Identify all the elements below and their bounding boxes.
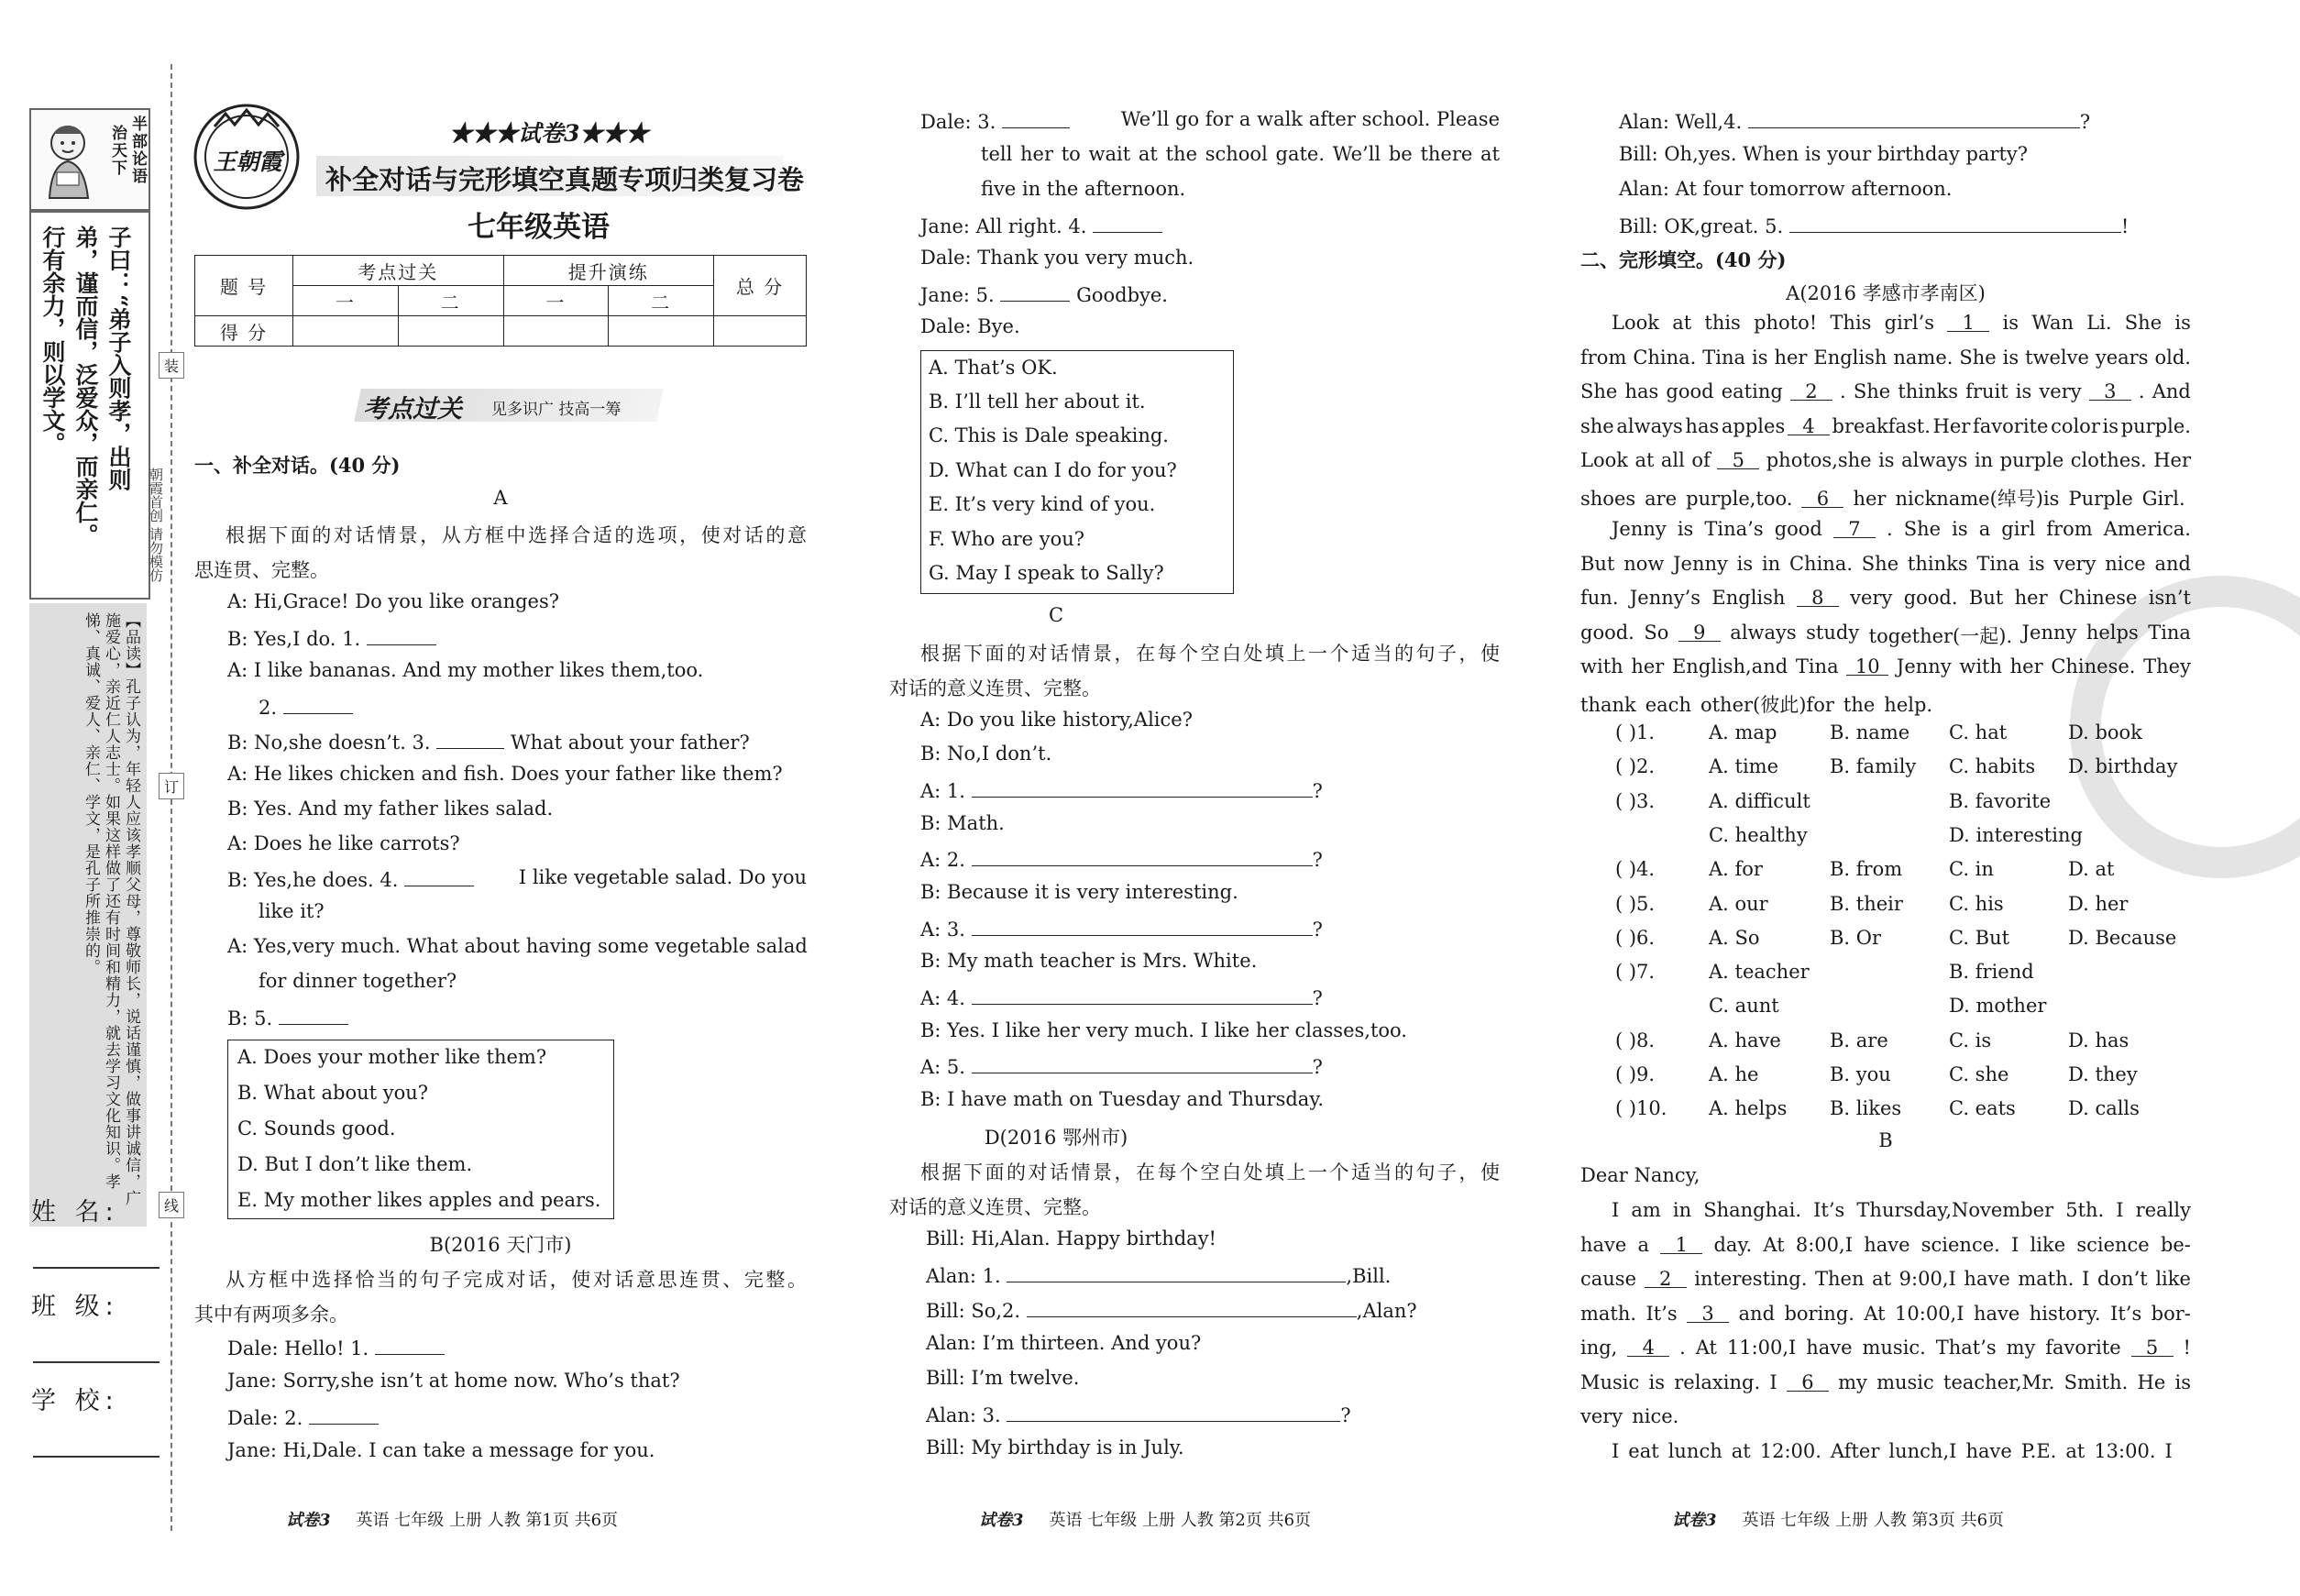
passage-line: good. So 9 always study together(一起). Jenny helps Tina [1580,621,2191,647]
score-cell[interactable] [503,316,609,347]
cloze-blank[interactable]: 10 [1846,655,1888,676]
dialogue-line: Bill: My birthday is in July. [926,1436,1184,1458]
passage-line: very nice. [1580,1405,1679,1427]
confucius-cartoon-icon [37,117,103,202]
dialogue-line: A: 1. ? [920,777,1323,802]
passage-line: shoes are purple,too. 6 her nickname(绰号)is Purple Girl. [1580,487,2185,510]
dialogue-line: B: Yes,I do. 1. [227,625,436,650]
cloze-blank[interactable]: 7 [1833,518,1876,538]
answer-blank[interactable] [309,1404,379,1425]
dialogue-line: A: Yes,very much. What about having some vegetable salad [227,935,808,957]
choice-option: D. her [2068,892,2129,915]
class-line[interactable] [33,1361,160,1363]
dialogue-line: B: Yes. I like her very much. I like her classes,too. [920,1019,1407,1041]
cloze-blank[interactable]: 2 [1790,380,1832,401]
answer-blank[interactable] [375,1335,445,1355]
answer-blank[interactable] [972,985,1313,1005]
part-b-instruction-1: 从方框中选择恰当的句子完成对话，使对话意思连贯、完整。 [226,1269,807,1291]
choice-option: B. are [1830,1029,1888,1051]
dialogue-line: Dale: 3. We’ll go for a walk after school. Please [920,108,1500,133]
passage-line: Look at all of 5 photos,she is always in purple clothes. Her [1580,449,2191,471]
choice-option: A. have [1709,1029,1781,1051]
choice-option: D. Because [2068,926,2177,949]
dialogue-line: Jane: Sorry,she isn’t at home now. Who’s that? [227,1370,680,1392]
choice-option: D. at [2068,858,2115,881]
motto-header [29,108,150,211]
page-3-footer: 试卷3 英语 七年级 上册 人教 第3页 共6页 [1672,1511,2005,1530]
dialogue-line: B: No,I don’t. [920,743,1052,765]
dialogue-line: A: 4. ? [920,985,1323,1009]
options-box-b [920,350,1234,594]
answer-blank[interactable] [1748,108,2080,128]
paper-title: 补全对话与完形填空真题专项归类复习卷 [325,164,805,195]
answer-blank[interactable] [1007,1402,1340,1422]
dialogue-line: Alan: 3. ? [926,1402,1351,1426]
part-a-instruction-1: 根据下面的对话情景，从方框中选择合适的选项，使对话的意 [226,524,807,546]
dialogue-line: A: Hi,Grace! Do you like oranges? [227,590,560,612]
passage-line: fun. Jenny’s English 8 very good. But her Chinese isn’t [1580,587,2191,609]
choice-option: B. favorite [1949,789,2052,812]
dialogue-line: B: Because it is very interesting. [920,881,1238,903]
dialogue-line: Bill: So,2. ,Alan? [926,1297,1417,1322]
motto-title-a: 半部论语 [128,116,147,185]
letter-salutation: Dear Nancy, [1580,1164,1700,1186]
publisher-logo-text: 王朝霞 [213,149,282,175]
choice-option: C. she [1949,1063,2009,1085]
choice-option: B. likes [1830,1097,1902,1120]
answer-blank[interactable] [972,916,1313,936]
passage-line: math. It’s 3 and boring. At 10:00,I have history. It’s bor- [1580,1302,2191,1325]
passage-line: I am in Shanghai. It’s Thursday,November 5th. I really [1612,1199,2191,1221]
paper-subtitle: 七年级英语 [468,211,610,244]
choice-option: C. habits [1949,755,2036,778]
option-item: F. Who are you? [929,528,1085,550]
score-group-1: 考点过关 [293,256,504,286]
choice-option: C. is [1949,1029,1992,1051]
score-sub-2: 二 [398,286,503,316]
dialogue-line: Jane: 5. Goodbye. [920,281,1168,306]
part-c-heading: C [1048,604,1064,626]
dialogue-line: Alan: Well,4. ? [1619,108,2090,133]
answer-blank[interactable] [972,777,1313,798]
choice-option: A. So [1709,926,1760,949]
dialogue-line: A: I like bananas. And my mother likes them,too. [227,659,704,681]
part-a-heading: A [493,487,508,509]
reading-note-text: 【品读】孔子认为，年轻人应该孝顺父母，尊敬师长，说话谨慎，做事讲诚信，广施爱心，亲近仁人志士。如果这样做了还有时间和精力，就去学习文化知识。孝悌、真诚、爱人、亲仁、学文，是孔子所推崇的。 [82,612,140,1206]
part-b-heading: B(2016 天门市) [429,1234,572,1256]
dialogue-line: Alan: 1. ,Bill. [926,1262,1391,1287]
part-c-instruction-2: 对话的意义连贯、完整。 [889,677,1101,699]
dialogue-line: B: I have math on Tuesday and Thursday. [920,1088,1325,1110]
option-item: B. What about you? [237,1082,429,1104]
page-1-footer: 试卷3 英语 七年级 上册 人教 第1页 共6页 [286,1511,619,1530]
answer-blank[interactable] [436,729,504,749]
cloze-blank[interactable]: 5 [1717,449,1759,469]
side-note: 朝霞首创 请勿模仿 [148,468,164,582]
choice-option: A. helps [1709,1097,1788,1120]
answer-blank[interactable] [1002,108,1070,128]
option-item: G. May I speak to Sally? [929,562,1164,584]
choice-option: B. friend [1949,961,2034,984]
name-line[interactable] [33,1267,160,1269]
score-total: 总 分 [714,256,807,316]
dialogue-line: A: 3. ? [920,916,1323,941]
question-number[interactable]: ( )3. [1615,789,1656,812]
passage-line: ing, 4 . At 11:00,I have music. That’s my favorite 5 ! [1580,1337,2191,1359]
passage-line: with her English,and Tina 10 Jenny with her Chinese. They [1580,655,2191,677]
choice-option: D. mother [1949,995,2047,1018]
dialogue-line: A: Do you like history,Alice? [920,709,1193,731]
choice-option: D. calls [2068,1097,2140,1120]
binding-mark-1: 装 [159,352,184,379]
cloze-blank[interactable]: 3 [2089,380,2131,401]
choice-option: A. difficult [1709,789,1810,812]
choice-option: A. teacher [1709,961,1810,984]
cloze-blank[interactable]: 3 [1687,1303,1729,1323]
dialogue-line: Dale: 2. [227,1404,379,1429]
part-d-instruction-1: 根据下面的对话情景，在每个空白处填上一个适当的句子，使 [920,1161,1500,1183]
choice-option: D. birthday [2068,755,2178,778]
choice-option: A. for [1709,858,1763,881]
choice-option: B. from [1830,858,1903,881]
dialogue-line: Bill: OK,great. 5. ! [1619,213,2129,237]
passage-line: from China. Tina is her English name. She is twelve years old. [1580,346,2191,369]
choice-option: D. has [2068,1029,2129,1051]
score-cell[interactable] [609,316,714,347]
question-number[interactable]: ( )5. [1615,892,1656,915]
dialogue-line: tell her to wait at the school gate. We’ll be there at [981,143,1500,165]
binding-mark-2: 订 [159,773,184,799]
question-number[interactable]: ( )7. [1615,961,1656,984]
answer-blank[interactable] [283,694,353,714]
cloze-blank[interactable]: 9 [1678,622,1721,642]
answer-blank[interactable] [367,625,436,645]
dialogue-line: B: 5. [227,1005,348,1029]
question-number[interactable]: ( )4. [1615,858,1656,881]
score-cell[interactable] [714,316,807,347]
choice-option: B. you [1830,1063,1891,1085]
dialogue-line: Bill: I’m twelve. [926,1367,1080,1389]
answer-blank[interactable] [1007,1262,1346,1282]
passage-line: thank each other(彼此)for the help. [1580,693,1933,716]
choice-option: B. family [1830,755,1917,778]
cloze-blank[interactable]: 6 [1787,1371,1829,1392]
choice-option: C. his [1949,892,2004,915]
passage-line: cause 2 interesting. Then at 9:00,I have math. I don’t like [1580,1268,2191,1290]
option-item: A. That’s OK. [929,357,1058,379]
choice-option: C. in [1949,858,1994,881]
score-row-label: 得 分 [195,316,293,347]
cloze-b-heading: B [1878,1129,1893,1151]
answer-blank[interactable] [1093,213,1162,233]
option-item: E. My mother likes apples and pears. [237,1189,601,1211]
answer-blank[interactable] [404,866,474,886]
kaodian-slogan: 见多识广 技高一筹 [491,401,622,419]
option-item: C. Sounds good. [237,1117,396,1139]
choice-option: C. eats [1949,1097,2016,1120]
dialogue-line: A: 5. ? [920,1053,1323,1078]
dialogue-line: 2. [259,694,353,719]
dialogue-line: B: My math teacher is Mrs. White. [920,950,1258,972]
class-field[interactable] [31,1286,160,1381]
answer-blank[interactable] [1027,1297,1357,1317]
answer-blank[interactable] [972,1053,1313,1073]
school-label: 学 校: [31,1387,119,1415]
score-group-2: 提升演练 [503,256,714,286]
passage-line: She has good eating 2 . She thinks fruit is very 3 . And [1580,380,2191,402]
choice-option: A. map [1709,721,1777,743]
choice-option: B. their [1830,892,1903,915]
cloze-blank[interactable]: 8 [1797,587,1839,607]
option-item: C. This is Dale speaking. [929,424,1169,446]
name-field[interactable] [31,1192,160,1286]
part-b-instruction-2: 其中有两项多余。 [194,1304,348,1326]
dialogue-line: Bill: Hi,Alan. Happy birthday! [926,1227,1216,1249]
dialogue-line: B: Math. [920,812,1005,834]
option-item: D. What can I do for you? [929,459,1177,481]
answer-blank[interactable] [1000,281,1070,302]
question-number[interactable]: ( )10. [1615,1097,1667,1120]
question-number[interactable]: ( )2. [1615,755,1656,778]
cloze-blank[interactable]: 2 [1645,1268,1687,1288]
score-sub-1: 一 [293,286,399,316]
reading-note [29,603,147,1227]
dialogue-line: B: No,she doesn’t. 3. What about your father? [227,729,750,754]
answer-blank[interactable] [1789,213,2121,233]
quote-line-1: 子曰：“弟子入则孝，出则 [105,226,132,491]
dialogue-line: Dale: Bye. [920,315,1020,337]
question-number[interactable]: ( )6. [1615,926,1656,949]
choice-option: D. they [2068,1063,2138,1085]
passage-line: But now Jenny is in China. She thinks Tina is very nice and [1580,552,2191,575]
dialogue-line: five in the afternoon. [981,178,1186,200]
section-1-heading: 一、补全对话。(40 分) [194,454,401,477]
choice-option: C. hat [1949,721,2008,743]
choice-option: A. our [1709,892,1768,915]
motto-title-b: 治天下 [108,125,127,177]
paper-label: ★★★试卷3★★★ [449,120,649,147]
dialogue-line: Alan: At four tomorrow afternoon. [1619,178,1953,200]
options-box-a [227,1040,614,1219]
binding-mark-3: 线 [159,1192,184,1218]
page-2-footer: 试卷3 英语 七年级 上册 人教 第2页 共6页 [979,1511,1312,1530]
option-item: B. I’ll tell her about it. [929,391,1146,413]
passage-line: have a 1 day. At 8:00,I have science. I like science be- [1580,1233,2191,1256]
dialogue-line: Dale: Thank you very much. [920,247,1194,269]
dialogue-line: Dale: Hello! 1. [227,1335,445,1359]
student-info-fields [31,1192,160,1475]
score-cell[interactable] [398,316,503,347]
dialogue-line: A: He likes chicken and fish. Does your father like them? [227,763,783,785]
cloze-a-heading: A(2016 孝感市孝南区) [1786,282,1986,304]
dialogue-line: Jane: All right. 4. [920,213,1162,237]
passage-line: Look at this photo! This girl’s 1 is Wan Li. She is [1612,312,2191,334]
dialogue-line: A: 2. ? [920,846,1323,871]
dialogue-line: Bill: Oh,yes. When is your birthday party? [1619,143,2029,165]
score-sub-4: 二 [609,286,714,316]
choice-option: A. time [1709,755,1779,778]
name-label: 姓 名: [31,1198,119,1227]
score-sub-3: 一 [503,286,609,316]
option-item: D. But I don’t like them. [237,1153,473,1175]
dialogue-line: B: Yes,he does. 4. I like vegetable salad. Do you [227,866,807,891]
dialogue-line: B: Yes. And my father likes salad. [227,798,554,820]
option-item: A. Does your mother like them? [237,1046,547,1068]
question-number[interactable]: ( )8. [1615,1029,1656,1051]
passage-line: I eat lunch at 12:00. After lunch,I have P.E. at 13:00. I [1612,1439,2173,1462]
school-field[interactable] [31,1381,160,1475]
score-col-number: 题 号 [195,256,293,316]
choice-option: A. he [1709,1063,1759,1085]
kaodian-title: 考点过关 [363,395,462,424]
choice-option: C. aunt [1709,995,1779,1018]
quote-line-3: 行有余力，则以学文。 [39,226,66,455]
question-number[interactable]: ( )1. [1615,721,1656,743]
passage-line: Jenny is Tina’s good 7 . She is a girl from America. [1612,518,2191,540]
answer-blank[interactable] [972,846,1313,866]
class-label: 班 级: [31,1293,119,1321]
choice-option: C. healthy [1709,823,1808,846]
cloze-blank[interactable]: 1 [1947,312,1989,332]
dialogue-line: for dinner together? [259,970,457,992]
choice-option: B. Or [1830,926,1882,949]
score-table [194,255,807,347]
answer-blank[interactable] [279,1005,348,1025]
question-number[interactable]: ( )9. [1615,1063,1656,1085]
school-line[interactable] [33,1456,160,1458]
choice-option: D. interesting [1949,823,2083,846]
confucius-quote [29,211,150,600]
cloze-blank[interactable]: 4 [1788,415,1830,435]
option-item: E. It’s very kind of you. [929,493,1156,515]
dialogue-line: Jane: Hi,Dale. I can take a message for you. [227,1439,655,1461]
passage-line: Music is relaxing. I 6 my music teacher,Mr. Smith. He is [1580,1370,2191,1393]
cloze-blank[interactable]: 5 [2131,1337,2173,1357]
dialogue-line: like it? [259,900,325,922]
cloze-blank[interactable]: 4 [1627,1337,1669,1357]
dialogue-line: A: Does he like carrots? [227,832,460,854]
score-cell[interactable] [293,316,399,347]
choice-option: D. book [2068,721,2142,743]
choice-option: B. name [1830,721,1910,743]
passage-line: she always has apples 4 breakfast. Her favorite color is purple. [1580,414,2191,437]
part-c-instruction-1: 根据下面的对话情景，在每个空白处填上一个适当的句子，使 [920,643,1500,665]
section-2-heading: 二、完形填空。(40 分) [1580,248,1787,271]
part-d-heading: D(2016 鄂州市) [984,1127,1128,1149]
part-a-instruction-2: 思连贯、完整。 [194,559,329,581]
part-d-instruction-2: 对话的意义连贯、完整。 [889,1196,1101,1218]
cloze-blank[interactable]: 6 [1801,488,1843,508]
dialogue-line: Alan: I’m thirteen. And you? [926,1332,1202,1354]
quote-line-2: 弟，谨而信，泛爱众，而亲仁。 [72,226,99,546]
cloze-blank[interactable]: 1 [1660,1234,1702,1254]
choice-option: C. But [1949,926,2010,949]
